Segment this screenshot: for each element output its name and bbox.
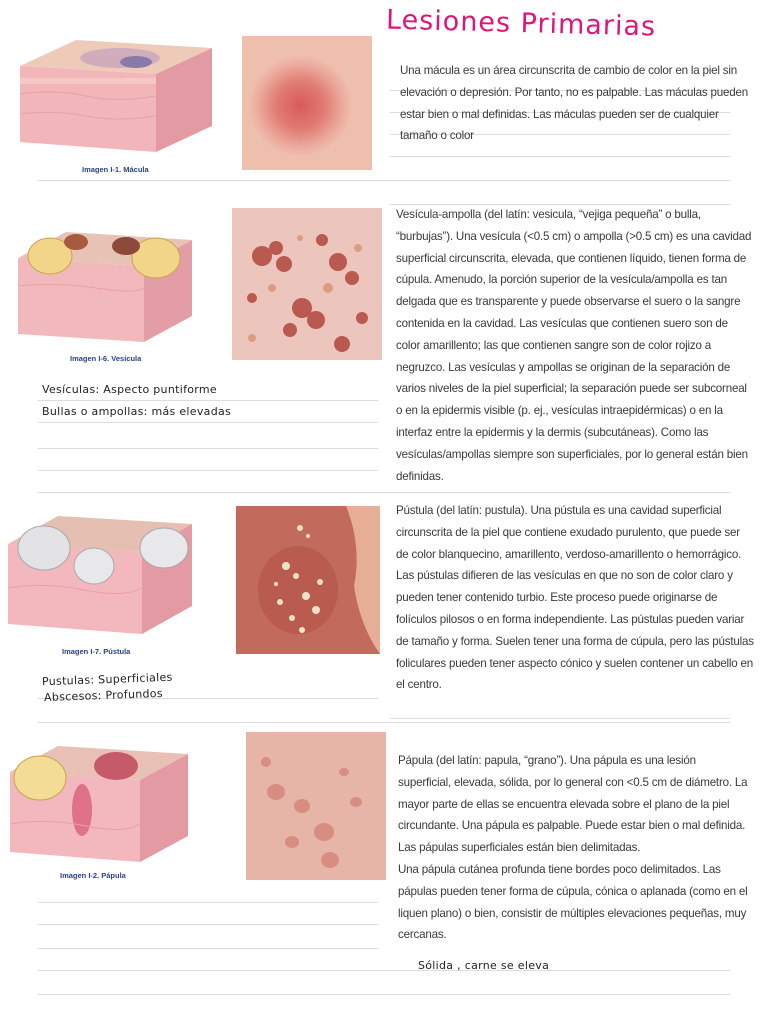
papula-photo [246, 732, 386, 880]
figure-caption: Imagen I-7. Pústula [62, 647, 131, 656]
handwritten-note: Sólida , carne se eleva [418, 959, 550, 972]
figure-caption: Imagen I-1. Mácula [82, 165, 149, 174]
macula-photo [242, 36, 372, 170]
vesicula-description: Vesícula-ampolla (del latín: vesicula, “vejiga pequeña” o bulla, “burbujas”). Una vesícula (<0.5 cm) o ampolla (>0.5 cm) es una cavidad superficial circunscrita, elevada, que contienen líquido, tienen forma de cúpula. Amenudo, la porción superior de la vesícula/ampolla es tan delgada que es transparente y puede observarse el suero o la sangre contenida en la cavidad. Las vesículas que contienen suero son de color amarillento; las que contienen sangre son de color rojizo a negruzco. Las vesículas y ampollas se originan de la separación de varios niveles de la piel superficial; la separación puede ser subcorneal o en la epidermis visible (p. ej., vesículas intraepidérmicas) o en la interfaz entre la epidermis y la dermis (subcutáneas). Como las vesículas/ampollas siempre son superficiales, por lo general están bien definidas. [396, 208, 752, 483]
macula-diagram [16, 34, 216, 170]
vesicula-photo [232, 208, 382, 360]
handwritten-note: Bullas o ampollas: más elevadas [42, 405, 232, 418]
pustula-photo [236, 506, 380, 654]
figure-caption: Imagen I-6. Vesícula [70, 354, 142, 363]
vesicula-diagram [16, 222, 196, 354]
macula-description: Una mácula es un área circunscrita de cambio de color en la piel sin elevación o depresión. Por tanto, no es palpable. Las máculas pueden estar bien o mal definidas. Las máculas pueden ser de cualquier tamaño o color [400, 64, 748, 143]
papula-description: Pápula (del latín: papula, “grano”). Una pápula es una lesión superficial, elevada, sólida, por lo general con <0.5 cm de diámetro. La mayor parte de ellas se encuentra elevada sobre el plano de la piel circundante. Una pápula es palpable. Puede estar bien o mal definida. Las pápulas superficiales están bien delimitadas. Una pápula cutánea profunda tiene bordes poco delimitados. Las pápulas pueden tener forma de cúpula, cónica o aplanada (como en el liquen plano) o bien, consistir de múltiples elevaciones pequeñas, muy cercanas. [398, 754, 748, 942]
pustula-diagram [4, 508, 196, 644]
figure-caption: Imagen I-2. Pápula [60, 871, 126, 880]
handwritten-note: Vesículas: Aspecto puntiforme [42, 383, 217, 396]
pustula-description: Pústula (del latín: pustula). Una pústula es una cavidad superficial circunscrita de la piel que contiene exudado purulento, que puede ser de color blanquecino, amarillento, verdoso-amarillento o hemorrágico. Las pústulas difieren de las vesículas en que no son de color claro y pueden tener contenido turbio. Este proceso puede originarse de folículos pilosos o en forma independiente. Las pústulas pueden variar de tamaño y forma. Suelen tener una forma de cúpula, pero las pústulas foliculares pueden tener aspecto cónico y suelen contener un cabello en el centro. [396, 504, 754, 692]
page-title: Lesiones Primarias [385, 4, 657, 43]
papula-diagram [6, 738, 192, 870]
handwritten-note: Pustulas: Superficiales [41, 670, 173, 689]
handwritten-note: Abscesos: Profundos [43, 686, 164, 705]
